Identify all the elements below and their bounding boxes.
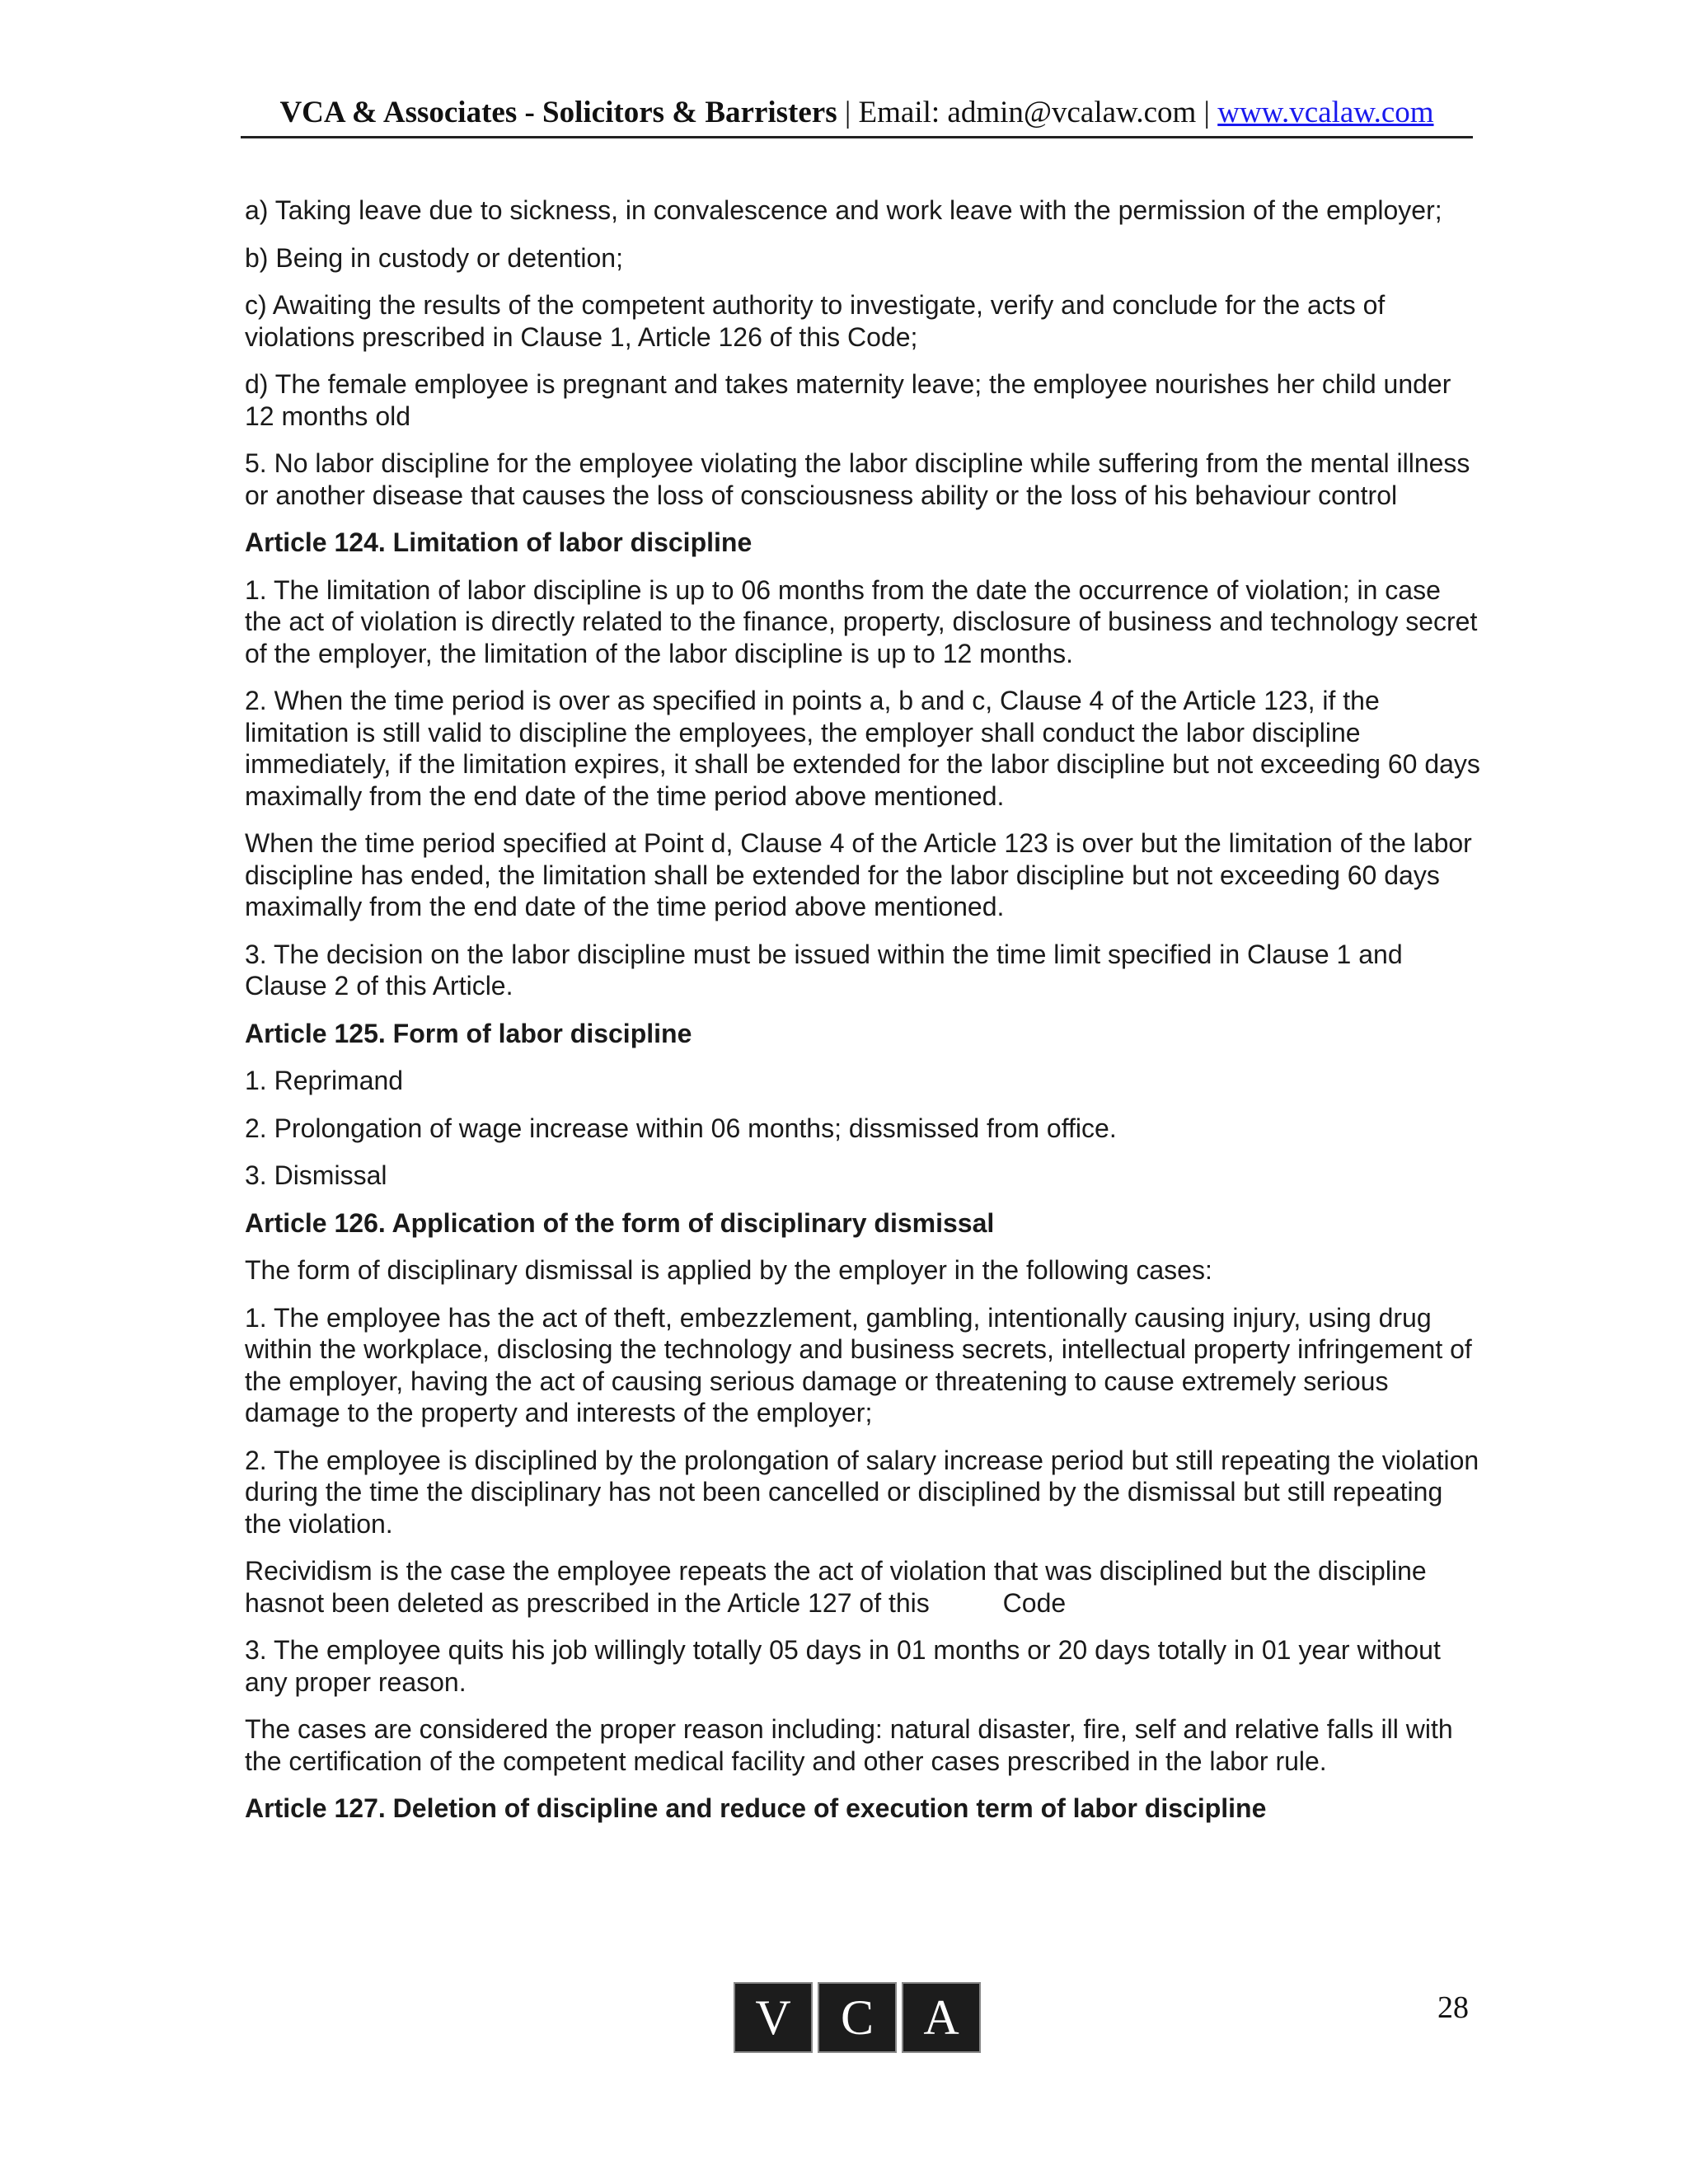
logo-letter-c: C [818,1982,897,2053]
article-126-clause-2: 2. The employee is disciplined by the prolongation of salary increase period but still repeating the violation during the time the disciplinary has not been cancelled or disciplined by the dismissal but still repeating the violation. [245,1445,1479,1539]
header-email: Email: admin@vcalaw.com [858,96,1197,129]
article-126-heading: Article 126. Application of the form of disciplinary dismissal [245,1207,995,1238]
article-127-heading: Article 127. Deletion of discipline and reduce of execution term of labor discipline [245,1793,1267,1823]
page-header [241,92,1473,138]
article-126-proper-reason: The cases are considered the proper reason including: natural disaster, fire, self and relative falls ill with the certification of the competent medical facility and other cases prescribed in the labor rule. [245,1714,1453,1776]
article-125-item-2: 2. Prolongation of wage increase within 06 months; dissmissed from office. [245,1113,1117,1143]
website-link[interactable]: www.vcalaw.com [1217,96,1434,129]
article-126-recividism: Recividism is the case the employee repeats the act of violation that was disciplined but the discipline hasnot been deleted as prescribed in the Article 127 of this Code [245,1556,1434,1618]
list-item-a: a) Taking leave due to sickness, in convalescence and work leave with the permission of the employer; [245,195,1442,225]
list-item-c: c) Awaiting the results of the competent authority to investigate, verify and conclude for the acts of violations prescribed in Clause 1, Article 126 of this Code; [245,290,1386,352]
article-126-intro: The form of disciplinary dismissal is applied by the employer in the following cases: [245,1255,1212,1285]
logo-letter-a: A [902,1982,981,2053]
document-body [245,194,1481,1840]
list-item-b: b) Being in custody or detention; [245,242,623,273]
clause-5: 5. No labor discipline for the employee violating the labor discipline while suffering from the mental illness or another disease that causes the loss of consciousness ability or the loss of his behaviour control [245,448,1470,510]
article-125-item-3: 3. Dismissal [245,1160,387,1190]
article-125-item-1: 1. Reprimand [245,1066,404,1095]
article-124-clause-2: 2. When the time period is over as specified in points a, b and c, Clause 4 of the Article 123, if the limitation is still valid to discipline the employees, the employer shall conduct the labor discipline immediately, if the limitation expires, it shall be extended for the labor discipline but not exceeding 60 days maximally from the end date of the time period above mentioned. [245,686,1480,811]
list-item-d: d) The female employee is pregnant and takes maternity leave; the employee nourishes her child under 12 months old [245,369,1451,431]
firm-name: VCA & Associates - Solicitors & Barristers [279,96,837,129]
article-124-clause-1: 1. The limitation of labor discipline is up to 06 months from the date the occurrence of violation; in case the act of violation is directly related to the finance, property, disclosure of business and technology secret of the employer, the limitation of the labor discipline is up to 12 months. [245,574,1478,668]
header-separator: | [837,96,859,129]
article-125-heading: Article 125. Form of labor discipline [245,1018,692,1048]
page-number: 28 [1437,1990,1469,2025]
article-124-clause-3: 3. The decision on the labor discipline must be issued within the time limit specified in Clause 1 and Clause 2 of this Article. [245,939,1403,1001]
article-126-clause-1: 1. The employee has the act of theft, embezzlement, gambling, intentionally causing injury, using drug within the workplace, disclosing the technology and business secrets, intellectual property infringement of the employer, having the act of causing serious damage or threatening to cause extremely serious damage to the property and interests of the employer; [245,1302,1472,1427]
article-124-heading: Article 124. Limitation of labor discipline [245,527,753,557]
logo-letter-v: V [734,1982,813,2053]
vca-logo [734,1982,981,2053]
header-separator: | [1196,96,1218,129]
article-126-clause-3: 3. The employee quits his job willingly totally 05 days in 01 months or 20 days totally in 01 year without any proper reason. [245,1635,1441,1697]
article-124-clause-2-cont: When the time period specified at Point d, Clause 4 of the Article 123 is over but the limitation of the labor discipline has ended, the limitation shall be extended for the labor discipline but not exceeding 60 days maximally from the end date of the time period above mentioned. [245,828,1472,921]
